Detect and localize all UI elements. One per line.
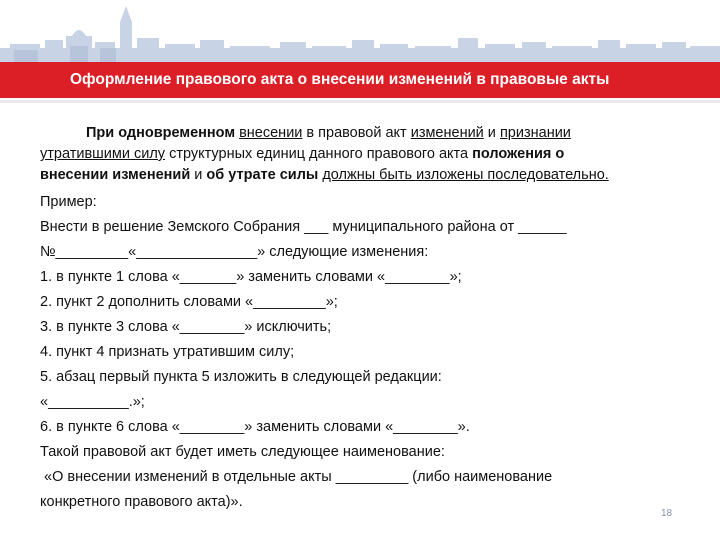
page-number: 18	[661, 508, 673, 519]
body-line: Такой правовой акт будет иметь следующее наименование:	[40, 444, 445, 460]
body-line: №_________«_______________» следующие изменения:	[40, 244, 429, 260]
intro-paragraph	[40, 123, 676, 186]
list-item: 5. абзац первый пункта 5 изложить в следующей редакции:	[40, 369, 442, 385]
city-skyline-banner	[0, 0, 720, 70]
body-line: конкретного правового акта)».	[40, 494, 243, 510]
list-item: 3. в пункте 3 слова «________» исключить;	[40, 319, 332, 335]
body-line: «__________.»;	[40, 394, 145, 410]
list-item: 2. пункт 2 дополнить словами «_________»;	[40, 294, 338, 310]
intro-text: и	[483, 125, 500, 141]
intro-text: утратившими силу	[40, 146, 166, 162]
intro-text: должны быть изложены последовательно.	[322, 167, 609, 183]
intro-text: и	[190, 167, 207, 183]
example-label: Пример:	[40, 194, 97, 210]
title-underline	[0, 100, 720, 103]
list-item: 6. в пункте 6 слова «________» заменить словами «________».	[40, 419, 470, 435]
intro-text: в правовой акт	[302, 125, 411, 141]
intro-text: внесении	[239, 125, 303, 141]
list-item: 1. в пункте 1 слова «_______» заменить словами «________»;	[40, 269, 462, 285]
list-item: 4. пункт 4 признать утратившим силу;	[40, 344, 295, 360]
intro-text: структурных единиц данного правового акта	[165, 146, 473, 162]
intro-text: изменений	[410, 125, 484, 141]
slide-content	[40, 123, 676, 515]
intro-text: признании	[499, 125, 571, 141]
intro-text: внесении изменений	[40, 167, 191, 183]
intro-text: При одновременном	[86, 125, 240, 141]
slide-title: Оформление правового акта о внесении изменений в правовые акты	[70, 71, 610, 88]
title-bar	[0, 62, 720, 98]
intro-text: об утрате силы	[206, 167, 319, 183]
body-line: «О внесении изменений в отдельные акты _________ (либо наименование	[40, 469, 553, 485]
body-line: Внести в решение Земского Собрания ___ муниципального района от ______	[40, 219, 567, 235]
intro-text: положения о	[472, 146, 565, 162]
